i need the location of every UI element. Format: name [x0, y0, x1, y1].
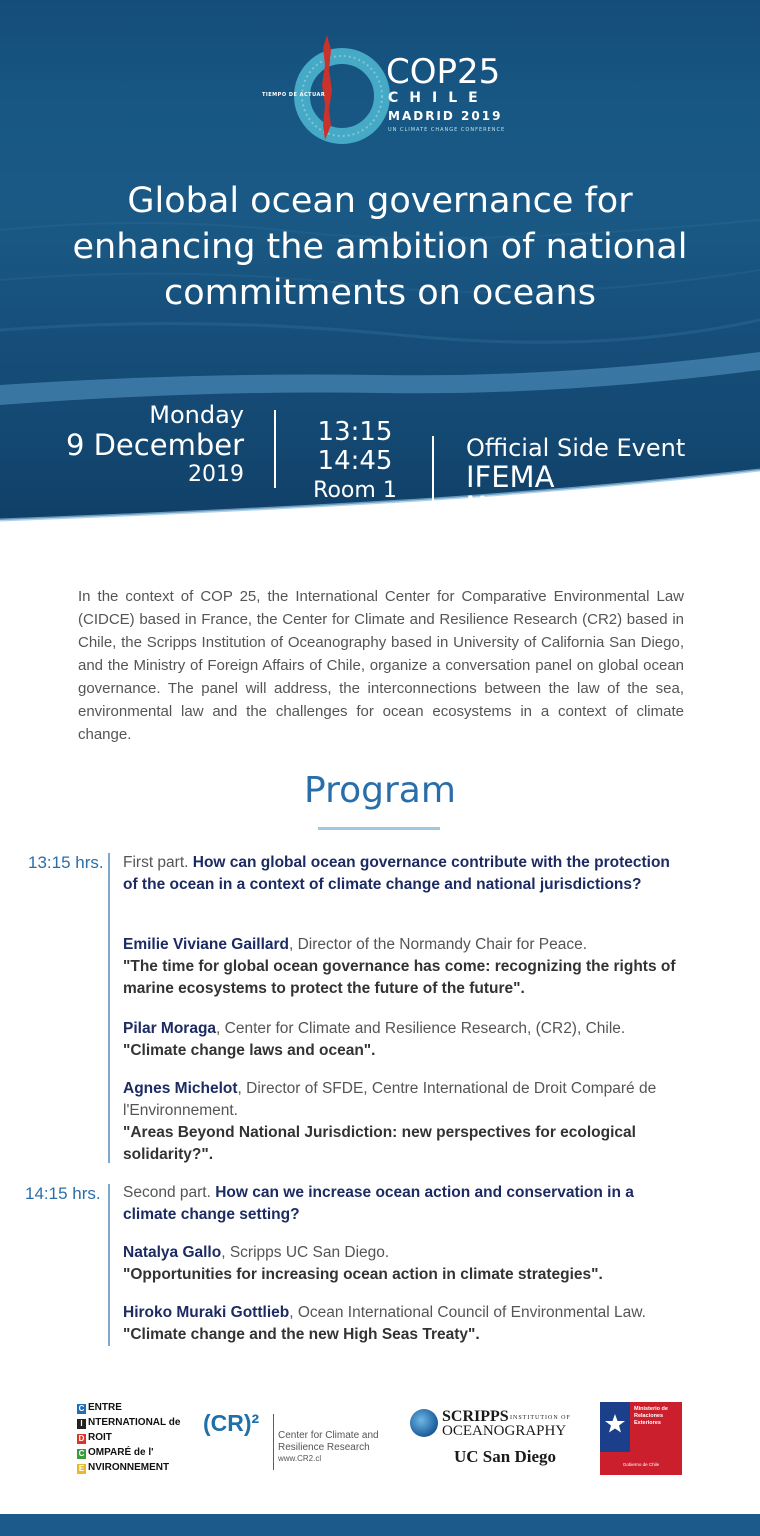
speaker-name: Emilie Viviane Gaillard	[123, 936, 289, 953]
cidce-letter: D	[78, 1434, 85, 1443]
cidce-letter: C	[78, 1449, 85, 1458]
cidce-letter: E	[78, 1464, 85, 1473]
cop-country: CHILE	[388, 90, 489, 106]
speaker-entry	[123, 934, 683, 1000]
speaker-name: Agnes Michelot	[123, 1080, 238, 1097]
ucsd-name: UC San Diego	[454, 1447, 557, 1466]
cidce-word: NTERNATIONAL de	[88, 1417, 181, 1428]
cidce-word: NVIRONNEMENT	[88, 1462, 170, 1473]
part-heading	[123, 852, 683, 896]
cidce-row	[77, 1400, 180, 1415]
star-icon	[600, 1402, 630, 1452]
cr2-name: Center for Climate and Resilience Research	[278, 1430, 379, 1453]
timeline-line	[108, 1184, 110, 1346]
event-year: 2019	[188, 462, 244, 487]
scripps-institution: INSTITUTION OF	[510, 1415, 571, 1421]
divider	[274, 410, 276, 488]
part-question: How can we increase ocean action and conservation in a climate change setting?	[123, 1184, 634, 1223]
part-label: First part.	[123, 854, 189, 871]
cidce-row	[77, 1415, 180, 1430]
talk-title: "Opportunities for increasing ocean action in climate strategies".	[123, 1266, 603, 1283]
page-title	[30, 178, 730, 316]
event-date-text: 9 December	[65, 428, 244, 462]
cidce-word: ROIT	[88, 1432, 112, 1443]
talk-title: "Climate change laws and ocean".	[123, 1042, 376, 1059]
cr2-divider	[273, 1414, 274, 1470]
chile-ministry-logo	[600, 1402, 682, 1475]
cidce-row	[77, 1430, 180, 1445]
cop-city: MADRID 2019	[388, 109, 503, 123]
title-line: Global ocean governance for	[127, 181, 633, 221]
cidce-word: ENTRE	[88, 1402, 122, 1413]
cop-title: COP25	[386, 52, 501, 92]
end-time: 14:45	[317, 446, 393, 476]
venue-location: Madrid, Spain	[466, 491, 631, 519]
government-name: Gobierno de Chile	[622, 1462, 660, 1467]
cr2-url: www.CR2.cl	[278, 1454, 322, 1463]
speaker-name: Natalya Gallo	[123, 1244, 222, 1261]
cidce-letter: C	[78, 1404, 85, 1413]
speaker-name: Hiroko Muraki Gottlieb	[123, 1304, 290, 1321]
program-title: Program	[304, 770, 456, 811]
part-question: How can global ocean governance contribute with the protection of the ocean in a context of climate change and national jurisdictions?	[123, 854, 670, 893]
globe-icon	[410, 1409, 438, 1437]
speaker-affiliation: , Ocean International Council of Environmental Law.	[289, 1304, 646, 1321]
cidce-row	[77, 1460, 180, 1475]
footer-bar	[0, 1514, 760, 1536]
cr2-mark: (CR)²	[203, 1410, 260, 1436]
cidce-letter: I	[77, 1419, 86, 1429]
talk-title: "The time for global ocean governance has come: recognizing the rights of marine ecosystems to protect the future of the future".	[123, 958, 676, 997]
part-label: Second part.	[123, 1184, 211, 1201]
intro-paragraph: In the context of COP 25, the International Center for Comparative Environmental Law (CIDCE) based in France, the Center for Climate and Resilience Research (CR2) based in Chile, the Scripps Institution of Oceanography based in University of California San Diego, and the Ministry of Foreign Affairs of Chile, organize a conversation panel on global ocean governance. The panel will address, the interconnections between the law of the sea, environmental law and the challenges for ocean ecosystems in a context of climate change.	[78, 588, 684, 743]
cidce-word: OMPARÉ de l'	[88, 1447, 154, 1458]
event-type: Official Side Event	[466, 434, 686, 462]
event-date	[66, 400, 244, 490]
hero-banner	[0, 0, 760, 545]
start-time: 13:15	[317, 417, 393, 447]
chile-flag-icon	[600, 1402, 630, 1452]
ministry-name: Ministerio de Relaciones Exteriores	[634, 1406, 668, 1426]
title-line: enhancing the ambition of national	[72, 227, 688, 267]
cop-subtitle: UN CLIMATE CHANGE CONFERENCE	[388, 127, 506, 133]
timeline-line	[108, 853, 110, 1163]
divider	[432, 436, 434, 514]
event-venue	[466, 433, 685, 519]
speaker-affiliation: , Center for Climate and Resilience Research, (CR2), Chile.	[216, 1020, 626, 1037]
speaker-affiliation: , Scripps UC San Diego.	[221, 1244, 390, 1261]
speaker-entry	[123, 1302, 683, 1346]
venue-name: IFEMA	[466, 460, 555, 494]
event-time	[290, 418, 420, 506]
speaker-affiliation: , Director of SFDE, Centre International de Droit Comparé de l'Environnement.	[123, 1080, 657, 1119]
program-underline	[318, 827, 440, 830]
cr2-logo	[203, 1410, 379, 1463]
scripps-logo	[408, 1405, 583, 1475]
speaker-entry	[123, 1018, 683, 1062]
part-heading	[123, 1182, 683, 1226]
speaker-entry	[123, 1078, 683, 1166]
speaker-name: Pilar Moraga	[123, 1020, 217, 1037]
room: Room 1	[313, 478, 397, 503]
cidce-row	[77, 1445, 180, 1460]
talk-title: "Climate change and the new High Seas Treaty".	[123, 1326, 480, 1343]
speaker-entry	[123, 1242, 683, 1286]
speaker-affiliation: , Director of the Normandy Chair for Peace.	[289, 936, 588, 953]
event-day: Monday	[149, 401, 244, 429]
cidce-logo	[77, 1400, 180, 1475]
scripps-oceanography: OCEANOGRAPHY	[442, 1423, 567, 1439]
part-time: 14:15 hrs.	[25, 1184, 101, 1203]
part-time: 13:15 hrs.	[28, 853, 104, 872]
talk-title: "Areas Beyond National Jurisdiction: new perspectives for ecological solidarity?".	[123, 1124, 636, 1163]
cop-tagline: TIEMPO DE ACTUAR	[262, 92, 326, 98]
title-line: commitments on oceans	[164, 273, 596, 313]
scripps-name: SCRIPPS	[442, 1408, 509, 1425]
